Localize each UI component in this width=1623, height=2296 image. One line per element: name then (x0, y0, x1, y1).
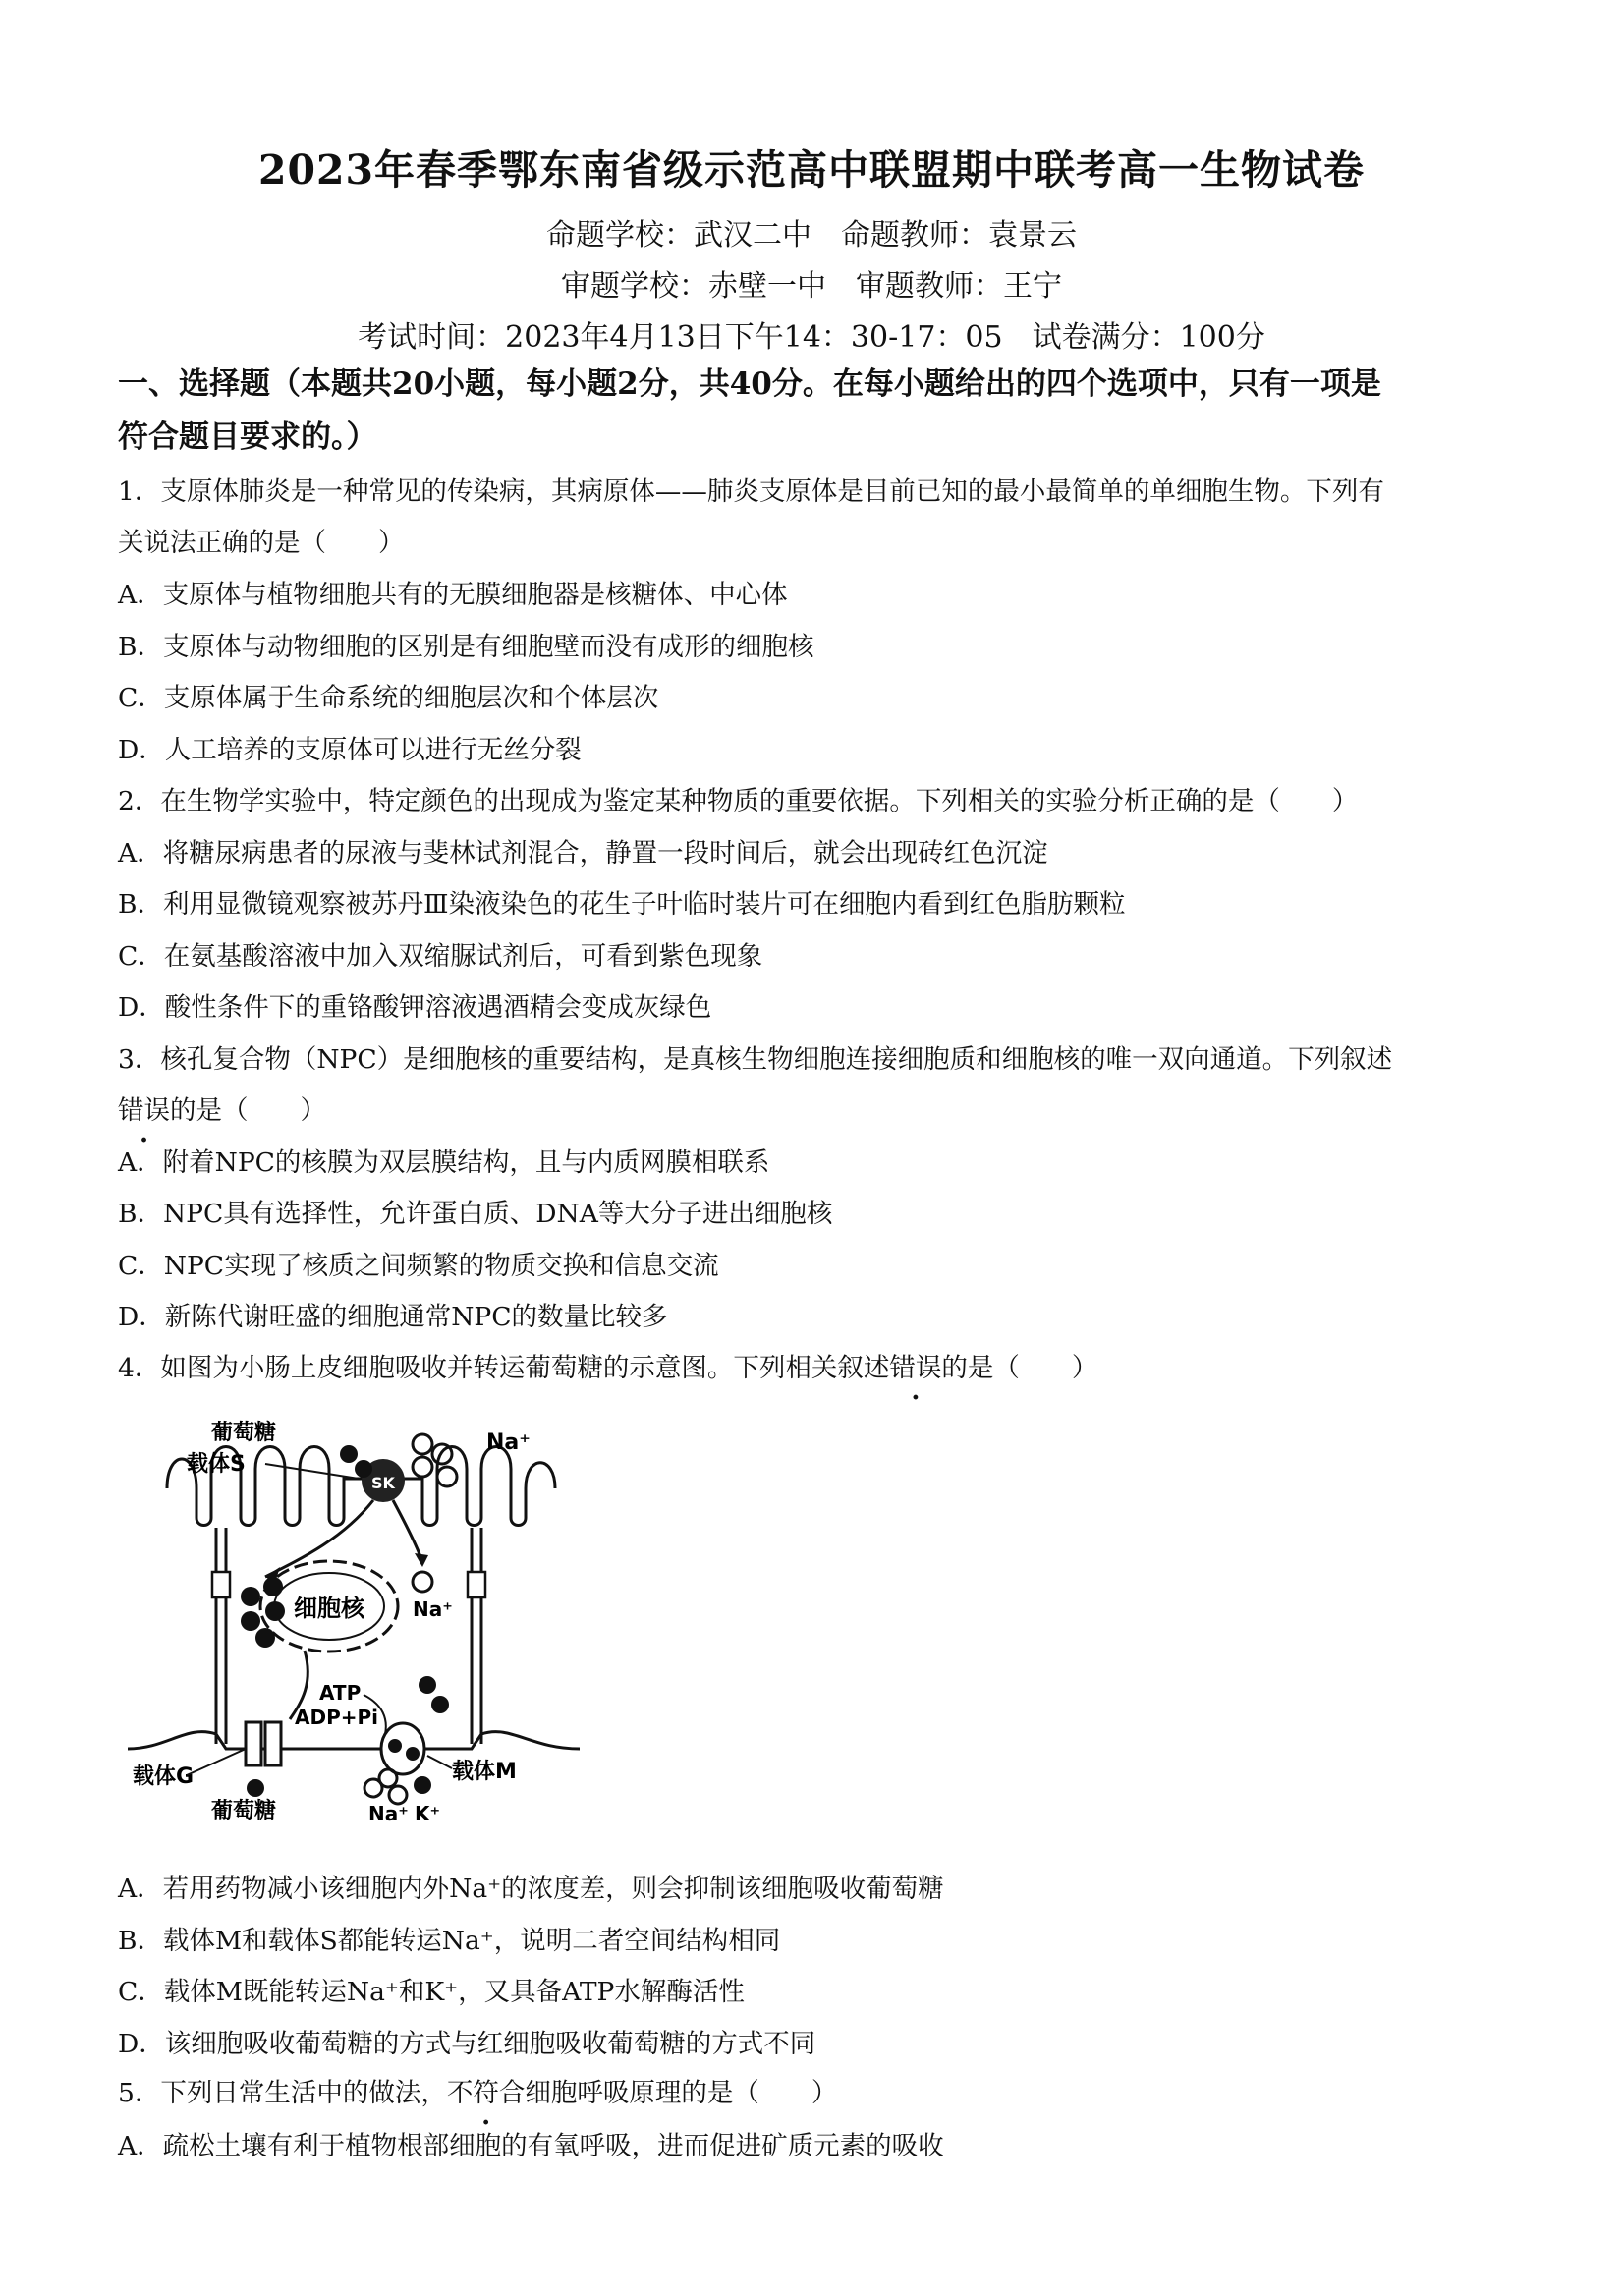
glucose-molecule (255, 1628, 275, 1648)
glucose-molecule (241, 1587, 260, 1606)
q5-stem-post: 细胞呼吸原理的是（ ） (525, 2078, 838, 2108)
na-label-top: Na⁺ (486, 1430, 531, 1455)
q3-option-a: A．附着NPC的核膜为双层膜结构，且与内质网膜相联系 (118, 1148, 770, 1178)
glucose-molecule (340, 1445, 358, 1463)
carrier-m (381, 1723, 424, 1774)
q1-option-b: B．支原体与动物细胞的区别是有细胞壁而没有成形的细胞核 (118, 632, 814, 662)
carrier-g (265, 1722, 281, 1765)
carrier-m-label: 载体M (452, 1760, 517, 1784)
q4-option-b: B．载体M和载体S都能转运Na⁺，说明二者空间结构相同 (118, 1926, 781, 1956)
na-ion (379, 1769, 397, 1787)
section-heading (118, 358, 1523, 464)
carrier-m-site (406, 1747, 420, 1761)
exam-title: 2023年春季鄂东南省级示范高中联盟期中联考高一生物试卷 (257, 146, 1366, 194)
section-heading-line1: 一、选择题（本题共20小题，每小题2分，共40分。在每小题给出的四个选项中，只有一项是 (118, 366, 1381, 402)
basal-membrane (128, 1732, 580, 1749)
tight-junction-right (468, 1572, 485, 1597)
q2-option-c: C．在氨基酸溶液中加入双缩脲试剂后，可看到紫色现象 (118, 941, 763, 972)
k-ion (431, 1696, 449, 1713)
q5-stem-pre: 5．下列日常生活中的做法， (118, 2078, 447, 2108)
q1-stem-line1: 1．支原体肺炎是一种常见的传染病，其病原体——肺炎支原体是目前已知的最小最简单的单细胞生物。下列有 (118, 476, 1384, 507)
k-ion (414, 1776, 431, 1794)
carrier-s-pointer (265, 1464, 359, 1479)
q2-stem: 2．在生物学实验中，特定颜色的出现成为鉴定某种物质的重要依据。下列相关的实验分析正确的是（ ） (118, 786, 1359, 816)
na-label-bottom: Na⁺ (368, 1802, 409, 1822)
adp-label: ADP+Pi (295, 1706, 379, 1729)
q5-option-a: A．疏松土壤有利于植物根部细胞的有氧呼吸，进而促进矿质元素的吸收 (118, 2131, 944, 2161)
q4-option-c: C．载体M既能转运Na⁺和K⁺，又具备ATP水解酶活性 (118, 1977, 745, 2007)
carrier-g (246, 1722, 261, 1765)
glucose-transport-diagram (128, 1410, 580, 1822)
q5-emphasis: 不符合 (446, 2078, 526, 2108)
carrier-s-mark: SK (371, 1474, 395, 1492)
tight-junction-left (212, 1572, 230, 1597)
q1-option-c: C．支原体属于生命系统的细胞层次和个体层次 (118, 683, 659, 713)
q4-stem-pre: 4．如图为小肠上皮细胞吸收并转运葡萄糖的示意图。下列相关叙述 (118, 1353, 890, 1383)
na-label-inner: Na⁺ (413, 1597, 453, 1621)
q5-stem (118, 2071, 1533, 2109)
q3-emphasis: 错误 (118, 1095, 170, 1126)
exam-info: 考试时间：2023年4月13日下午14：30-17：05 试卷满分：100分 (358, 320, 1265, 355)
q3-stem-line2 (118, 1089, 1533, 1127)
glucose-molecule (247, 1779, 264, 1797)
nucleus-label: 细胞核 (294, 1595, 364, 1622)
glucose-molecule (355, 1460, 372, 1478)
na-ion (413, 1434, 432, 1454)
q1-option-d: D．人工培养的支原体可以进行无丝分裂 (118, 735, 582, 765)
q4-option-d: D．该细胞吸收葡萄糖的方式与红细胞吸收葡萄糖的方式不同 (118, 2029, 816, 2059)
q2-option-b: B．利用显微镜观察被苏丹Ⅲ染液染色的花生子叶临时装片可在细胞内看到红色脂肪颗粒 (118, 889, 1126, 920)
na-arrow (393, 1500, 422, 1562)
glucose-label-bottom: 葡萄糖 (211, 1799, 277, 1822)
na-ion-inner (413, 1572, 432, 1592)
q1-option-a: A．支原体与植物细胞共有的无膜细胞器是核糖体、中心体 (118, 580, 788, 610)
glucose-molecule (263, 1577, 283, 1596)
q3-stem-line1: 3．核孔复合物（NPC）是细胞核的重要结构，是真核生物细胞连接细胞质和细胞核的唯一双向通道。下列叙述 (118, 1044, 1393, 1075)
carrier-s-label: 载体S (187, 1452, 246, 1477)
glucose-molecule (241, 1611, 260, 1631)
q3-option-b: B．NPC具有选择性，允许蛋白质、DNA等大分子进出细胞核 (118, 1199, 833, 1229)
q4-option-a: A．若用药物减小该细胞内外Na⁺的浓度差，则会抑制该细胞吸收葡萄糖 (118, 1874, 944, 1904)
na-ion (413, 1457, 432, 1477)
q3-option-c: C．NPC实现了核质之间频繁的物质交换和信息交流 (118, 1251, 719, 1281)
carrier-g-pointer (187, 1749, 246, 1775)
carrier-m-pointer (427, 1756, 452, 1768)
k-ion (419, 1676, 436, 1694)
setter-info: 命题学校：武汉二中 命题教师：袁景云 (546, 218, 1077, 252)
k-label-bottom: K⁺ (415, 1802, 441, 1822)
glucose-label-top: 葡萄糖 (211, 1421, 277, 1445)
na-arrowhead (415, 1553, 428, 1567)
q2-option-d: D．酸性条件下的重铬酸钾溶液遇酒精会变成灰绿色 (118, 992, 712, 1023)
reviewer-info: 审题学校：赤壁一中 审题教师：王宁 (561, 269, 1062, 304)
q3-option-d: D．新陈代谢旺盛的细胞通常NPC的数量比较多 (118, 1302, 668, 1332)
section-heading-line2: 符合题目要求的。） (118, 420, 377, 455)
q2-option-a: A．将糖尿病患者的尿液与斐林试剂混合，静置一段时间后，就会出现砖红色沉淀 (118, 838, 1048, 868)
na-ion (437, 1467, 457, 1486)
carrier-m-site (388, 1739, 402, 1753)
q4-stem-post: 的是（ ） (941, 1353, 1098, 1383)
atp-label: ATP (319, 1681, 362, 1705)
q4-stem (118, 1346, 1533, 1384)
glucose-molecule (265, 1601, 285, 1621)
carrier-g-label: 载体G (133, 1764, 195, 1789)
q3-stem-rest: 的是（ ） (170, 1095, 326, 1126)
q1-stem-line2: 关说法正确的是（ ） (118, 528, 405, 558)
q4-emphasis: 错误 (889, 1353, 942, 1383)
